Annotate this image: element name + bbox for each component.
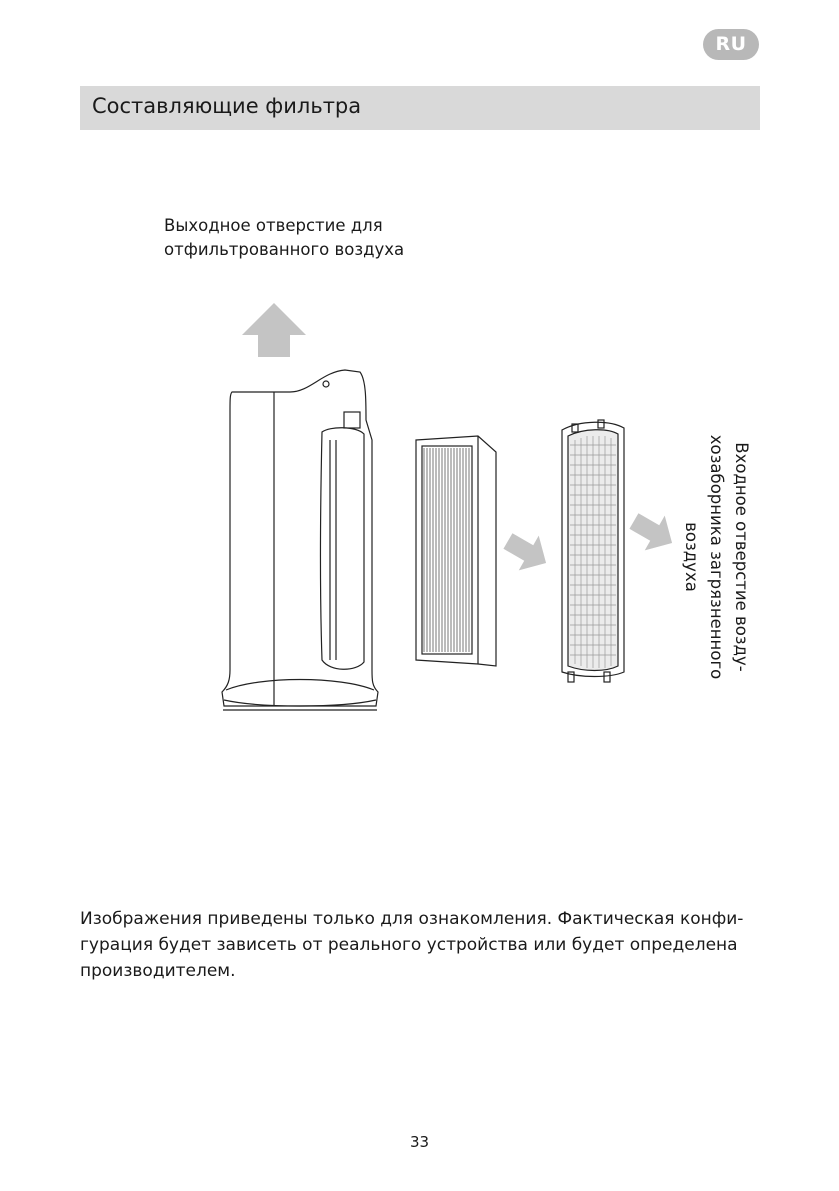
language-badge: RU xyxy=(703,29,759,60)
inlet-label-line: хозаборника загрязненного xyxy=(707,434,726,680)
caption-line: гурация будет зависеть от реального устройства или будет определена xyxy=(80,935,738,955)
hepa-filter xyxy=(416,436,496,666)
caption-line: Изображения приведены только для ознакомления. Фактическая конфи- xyxy=(80,909,744,929)
arrow-left-down-icon xyxy=(624,504,682,561)
purifier-body xyxy=(222,370,378,710)
outlet-label-line: отфильтрованного воздуха xyxy=(164,240,405,259)
outlet-label-line: Выходное отверстие для xyxy=(164,216,383,235)
arrow-up-icon xyxy=(242,303,306,357)
inlet-label-line: воздуха xyxy=(682,522,701,592)
arrow-left-down-icon xyxy=(498,524,556,581)
image-disclaimer xyxy=(80,906,760,984)
caption-line: производителем. xyxy=(80,961,236,981)
page-title: Составляющие фильтра xyxy=(92,94,362,118)
page-number: 33 xyxy=(409,1133,430,1151)
inlet-label xyxy=(679,432,754,682)
inlet-label-line: Входное отверстие возду- xyxy=(732,442,751,672)
